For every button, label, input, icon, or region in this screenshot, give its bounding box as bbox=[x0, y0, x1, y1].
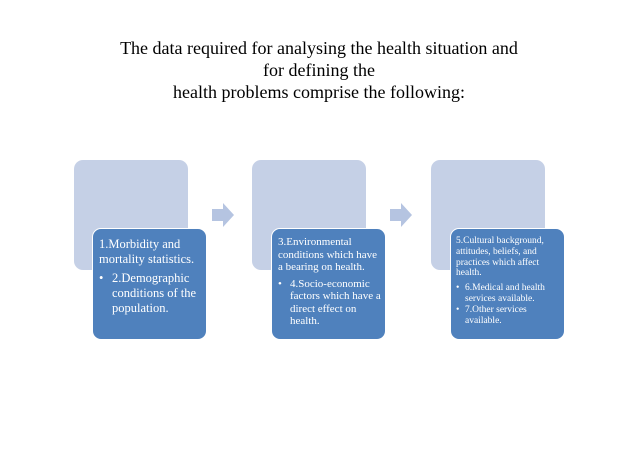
step-3-bullet-list bbox=[456, 283, 561, 326]
step-3-lead-text: 5.Cultural background, attitudes, beliefs, and practices which affect health. bbox=[456, 236, 544, 279]
step-3-text-box bbox=[450, 228, 565, 340]
right-arrow-icon bbox=[212, 203, 234, 227]
slide-title bbox=[40, 37, 598, 103]
right-arrow-icon bbox=[390, 203, 412, 227]
step-2-lead-text: 3.Environmental conditions which have a bearing on health. bbox=[278, 236, 377, 273]
title-line-1: The data required for analysing the health situation and bbox=[120, 38, 518, 58]
step-1-bullet-list bbox=[99, 271, 202, 316]
step-2-bullet-list bbox=[278, 278, 381, 328]
title-line-2: for defining the bbox=[263, 60, 375, 80]
step-3-bullet-1: • 6.Medical and health services available. bbox=[456, 283, 561, 305]
step-3-bullet-2: • 7.Other services available. bbox=[456, 305, 561, 327]
step-1-bullet-1: • 2.Demographic conditions of the population. bbox=[99, 271, 202, 316]
step-2-text-box bbox=[271, 228, 386, 340]
step-2-bullet-1: • 4.Socio-economic factors which have a direct effect on health. bbox=[278, 278, 381, 328]
step-1-lead-text: 1.Morbidity and mortality statistics. bbox=[99, 237, 195, 266]
title-line-3: health problems comprise the following: bbox=[173, 82, 465, 102]
step-1-text-box bbox=[92, 228, 207, 340]
